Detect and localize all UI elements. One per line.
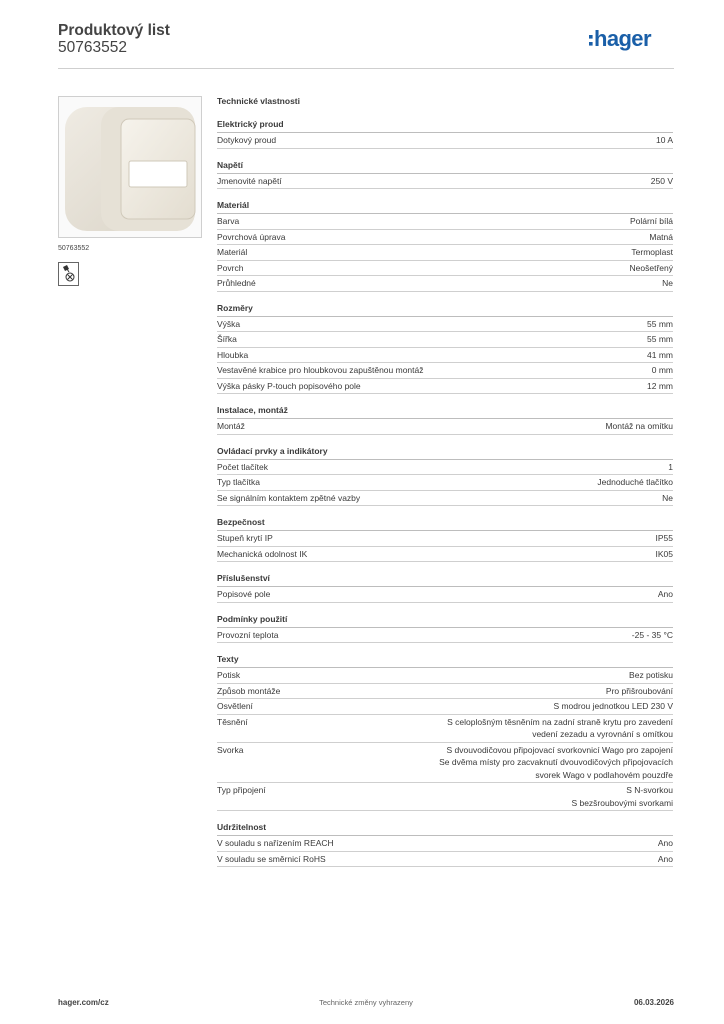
spec-value-line: Ne bbox=[662, 278, 673, 288]
spec-row bbox=[217, 491, 673, 507]
spec-value bbox=[632, 629, 673, 642]
spec-value-line: Ano bbox=[657, 589, 673, 599]
spec-row bbox=[217, 475, 673, 491]
spec-row bbox=[217, 214, 673, 230]
spec-value-line: IP55 bbox=[655, 533, 673, 543]
spec-row bbox=[217, 836, 673, 852]
spec-label: Jmenovité napětí bbox=[217, 175, 282, 186]
spec-row bbox=[217, 852, 673, 868]
page-title: Produktový list bbox=[58, 22, 170, 39]
spec-label: Montáž bbox=[217, 421, 245, 431]
spec-value bbox=[656, 548, 674, 561]
spec-value-line: S dvouvodičovou připojovací svorkovnicí Wago pro zapojení bbox=[446, 744, 673, 755]
spec-value-line: 250 V bbox=[650, 175, 673, 186]
brand-text: hager bbox=[594, 27, 651, 51]
product-image bbox=[58, 96, 202, 238]
spec-value bbox=[652, 364, 673, 377]
section-title: Podmínky použití bbox=[217, 613, 673, 628]
spec-label: V souladu se směrnicí RoHS bbox=[217, 853, 326, 864]
spec-value-line: 55 mm bbox=[647, 334, 673, 344]
spec-value-line: -25 - 35 °C bbox=[631, 629, 673, 640]
spec-sections bbox=[217, 118, 673, 867]
spec-row bbox=[217, 174, 673, 190]
spec-value-line: Neošetřený bbox=[629, 262, 673, 273]
spec-label: Osvětlení bbox=[217, 701, 253, 711]
spec-value bbox=[630, 215, 673, 228]
spec-value-line: 55 mm bbox=[647, 318, 673, 329]
spec-value-line: Ano bbox=[657, 838, 673, 848]
spec-value-line: 10 A bbox=[655, 135, 673, 145]
recycle-disposal-icon bbox=[58, 262, 79, 286]
spec-value-line: Bez potisku bbox=[629, 670, 673, 680]
spec-value-line: Se dvěma místy pro zacvaknutí dvouvodičových připojovacích svorek Wago v podlahovém pouzdře bbox=[439, 757, 673, 780]
spec-label: Průhledné bbox=[217, 278, 256, 288]
spec-section bbox=[217, 821, 673, 867]
product-number: 50763552 bbox=[58, 39, 127, 56]
spec-value bbox=[647, 349, 673, 362]
section-title: Bezpečnost bbox=[217, 516, 673, 531]
spec-value bbox=[605, 420, 673, 433]
spec-value bbox=[571, 784, 673, 809]
section-title: Napětí bbox=[217, 159, 673, 174]
spec-value-line: S N-svorkou bbox=[626, 785, 673, 795]
spec-value-line: 0 mm bbox=[651, 365, 673, 375]
spec-value-line: Matná bbox=[649, 231, 673, 242]
spec-value bbox=[668, 461, 673, 474]
spec-section bbox=[217, 653, 673, 811]
spec-label: Typ tlačítka bbox=[217, 477, 260, 487]
spec-value-line: S modrou jednotkou LED 230 V bbox=[553, 701, 673, 711]
spec-row bbox=[217, 419, 673, 435]
spec-value bbox=[629, 669, 673, 682]
spec-label: Mechanická odolnost IK bbox=[217, 548, 308, 559]
spec-label: Způsob montáže bbox=[217, 685, 281, 696]
footer-date: 06.03.2026 bbox=[633, 998, 674, 1007]
spec-row bbox=[217, 245, 673, 261]
spec-section bbox=[217, 445, 673, 507]
spec-value-line: Polární bílá bbox=[630, 216, 673, 226]
spec-row bbox=[217, 531, 673, 547]
spec-value bbox=[649, 231, 673, 244]
section-title: Elektrický proud bbox=[217, 118, 673, 133]
spec-row bbox=[217, 684, 673, 700]
product-image-panel bbox=[58, 96, 202, 286]
spec-label: Provozní teplota bbox=[217, 629, 279, 640]
spec-section bbox=[217, 159, 673, 190]
spec-label: Povrchová úprava bbox=[217, 231, 286, 242]
spec-value bbox=[658, 588, 673, 601]
spec-label: Svorka bbox=[217, 744, 244, 755]
page-header bbox=[58, 22, 674, 69]
spec-section bbox=[217, 613, 673, 644]
spec-value-line: Termoplast bbox=[631, 247, 673, 257]
spec-row bbox=[217, 276, 673, 292]
spec-value-line: S celoplošným těsněním na zadní straně krytu pro zavedení vedení zezadu a vyrovnání s omítkou bbox=[447, 716, 673, 739]
spec-value bbox=[647, 380, 673, 393]
spec-value-line: Jednoduché tlačítko bbox=[597, 477, 673, 487]
spec-value-line: IK05 bbox=[655, 548, 673, 559]
section-title: Příslušenství bbox=[217, 572, 673, 587]
spec-label: Hloubka bbox=[217, 349, 249, 360]
spec-label: Potisk bbox=[217, 670, 241, 680]
spec-value bbox=[433, 744, 673, 782]
spec-value bbox=[656, 134, 673, 147]
spec-value-line: Montáž na omítku bbox=[605, 421, 673, 431]
spec-value-line: 12 mm bbox=[647, 380, 673, 391]
section-title: Materiál bbox=[217, 199, 673, 214]
spec-row bbox=[217, 587, 673, 603]
spec-value-line: Pro přišroubování bbox=[605, 685, 673, 696]
spec-row bbox=[217, 715, 673, 743]
spec-row bbox=[217, 547, 673, 563]
push-button-illustration bbox=[59, 97, 201, 237]
spec-row bbox=[217, 317, 673, 333]
technical-specs bbox=[217, 94, 673, 877]
footer-website: hager.com/cz bbox=[58, 998, 109, 1007]
spec-row bbox=[217, 628, 673, 644]
spec-value-line: 41 mm bbox=[647, 349, 673, 360]
section-title: Udržitelnost bbox=[217, 821, 673, 836]
spec-value bbox=[647, 318, 673, 331]
spec-value bbox=[658, 837, 673, 850]
spec-value bbox=[656, 532, 674, 545]
spec-row bbox=[217, 699, 673, 715]
spec-label: V souladu s nařízením REACH bbox=[217, 838, 334, 848]
spec-label: Výška pásky P-touch popisového pole bbox=[217, 380, 361, 391]
footer-disclaimer: Technické změny vyhrazeny bbox=[319, 998, 413, 1007]
spec-value bbox=[662, 277, 673, 290]
spec-row bbox=[217, 379, 673, 395]
spec-row bbox=[217, 230, 673, 246]
spec-section bbox=[217, 572, 673, 603]
spec-section bbox=[217, 118, 673, 149]
spec-row bbox=[217, 460, 673, 476]
spec-label: Materiál bbox=[217, 247, 248, 257]
spec-row bbox=[217, 668, 673, 684]
spec-section bbox=[217, 199, 673, 292]
spec-row bbox=[217, 133, 673, 149]
spec-label: Typ připojení bbox=[217, 785, 266, 795]
image-caption: 50763552 bbox=[58, 245, 90, 252]
spec-row bbox=[217, 332, 673, 348]
spec-label: Se signálním kontaktem zpětné vazby bbox=[217, 492, 361, 503]
spec-label: Těsnění bbox=[217, 716, 248, 727]
spec-row bbox=[217, 363, 673, 379]
spec-value-line: S bezšroubovými svorkami bbox=[571, 797, 673, 808]
spec-value bbox=[631, 246, 673, 259]
spec-value bbox=[630, 262, 673, 275]
spec-row bbox=[217, 783, 673, 811]
section-title: Ovládací prvky a indikátory bbox=[217, 445, 673, 460]
spec-value bbox=[651, 175, 673, 188]
spec-value bbox=[647, 333, 673, 346]
spec-label: Povrch bbox=[217, 262, 244, 273]
spec-label: Počet tlačítek bbox=[217, 461, 269, 472]
section-title: Rozměry bbox=[217, 302, 673, 317]
spec-section bbox=[217, 302, 673, 395]
spec-value-line: 1 bbox=[668, 461, 673, 472]
specs-title: Technické vlastnosti bbox=[217, 96, 300, 106]
spec-value bbox=[433, 716, 673, 741]
spec-value bbox=[662, 492, 673, 505]
spec-row bbox=[217, 261, 673, 277]
spec-label: Barva bbox=[217, 216, 240, 226]
spec-label: Výška bbox=[217, 318, 241, 329]
spec-row bbox=[217, 743, 673, 784]
spec-value bbox=[597, 476, 673, 489]
spec-value-line: Ne bbox=[662, 492, 673, 503]
spec-label: Popisové pole bbox=[217, 589, 271, 599]
spec-value bbox=[606, 685, 673, 698]
section-title: Texty bbox=[217, 653, 673, 668]
spec-row bbox=[217, 348, 673, 364]
spec-label: Vestavěné krabice pro hloubkovou zapuštěnou montáž bbox=[217, 365, 424, 375]
spec-label: Šířka bbox=[217, 334, 237, 344]
hager-logo bbox=[589, 27, 673, 53]
section-title: Instalace, montáž bbox=[217, 404, 673, 419]
spec-label: Stupeň krytí IP bbox=[217, 533, 273, 543]
spec-value bbox=[553, 700, 673, 713]
spec-section bbox=[217, 516, 673, 562]
spec-value-line: Ano bbox=[657, 853, 673, 864]
spec-section bbox=[217, 404, 673, 435]
spec-value bbox=[658, 853, 673, 866]
spec-label: Dotykový proud bbox=[217, 135, 277, 145]
